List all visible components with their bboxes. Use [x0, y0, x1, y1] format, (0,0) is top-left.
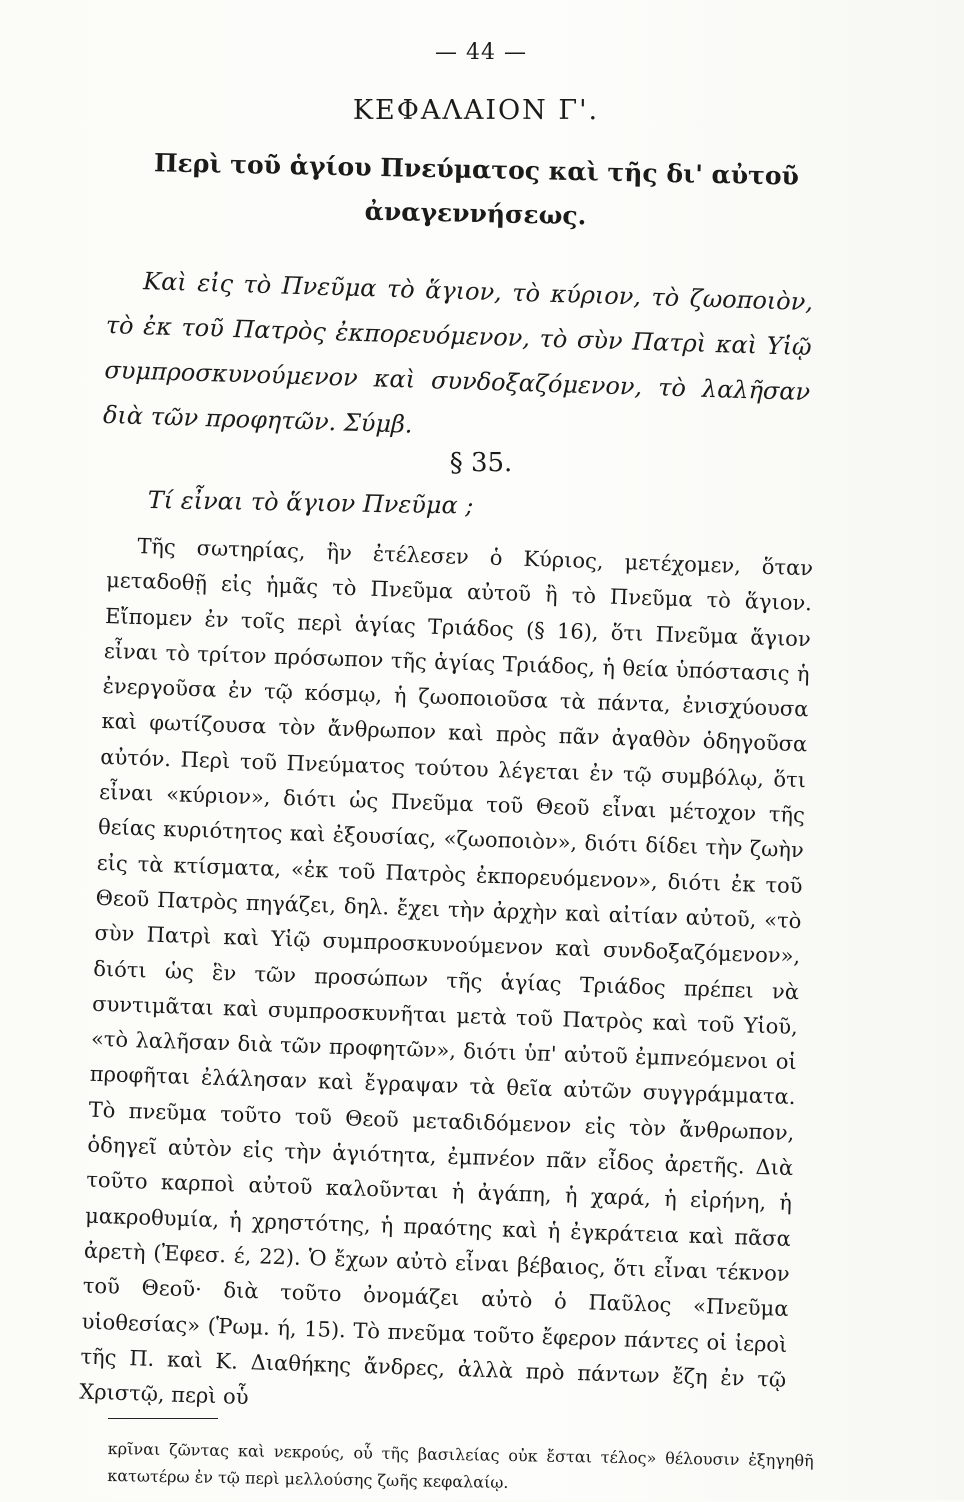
chapter-heading: ΚΕΦΑΛΑΙΟΝ Γ'.: [352, 95, 600, 126]
body-paragraph: Τῆς σωτηρίας, ἣν ἐτέλεσεν ὁ Κύριος, μετέχομεν, ὅταν μεταδοθῇ εἰς ἡμᾶς τὸ Πνεῦμα αὐτοῦ ἢ τὸ Πνεῦμα τὸ ἅγιον. Εἴπομεν ἐν τοῖς περὶ ἁγίας Τριάδος (§ 16), ὅτι Πνεῦμα ἅγιον εἶναι τὸ τρίτον πρόσωπον τῆς ἁγίας Τριάδος, ἡ θεία ὑπόστασις ἡ ἐνεργοῦσα ἐν τῷ κόσμῳ, ἡ ζωοποιοῦσα τὰ πάντα, ἐνισχύουσα καὶ φωτίζουσα τὸν ἄνθρωπον καὶ πρὸς πᾶν ἀγαθὸν ὁδηγοῦσα αὐτόν. Περὶ τοῦ Πνεύματος τούτου λέγεται ἐν τῷ συμβόλῳ, ὅτι εἶναι «κύριον», διότι ὡς Πνεῦμα τοῦ Θεοῦ εἶναι μέτοχον τῆς θείας κυριότητος καὶ ἐξουσίας, «ζωοποιὸν», διότι δίδει τὴν ζωὴν εἰς τὰ κτίσματα, «ἐκ τοῦ Πατρὸς ἐκπορευόμενον», διότι ἐκ τοῦ Θεοῦ Πατρὸς πηγάζει, δηλ. ἔχει τὴν ἀρχὴν καὶ αἰτίαν αὐτοῦ, «τὸ σὺν Πατρὶ καὶ Υἱῷ συμπροσκυνούμενον καὶ συνδοξαζόμενον», διότι ὡς ἓν τῶν προσώπων τῆς ἁγίας Τριάδος πρέπει νὰ συντιμᾶται καὶ συμπροσκυνῆται μετὰ τοῦ Πατρὸς καὶ τοῦ Υἱοῦ, «τὸ λαλῆσαν διὰ τῶν προφητῶν», διότι ὑπ' αὐτοῦ ἐμπνεόμενοι οἱ προφῆται ἐλάλησαν καὶ ἔγραψαν τὰ θεῖα αὐτῶν συγγράμματα. Τὸ πνεῦμα τοῦτο τοῦ Θεοῦ μεταδιδόμενον εἰς τὸν ἄνθρωπον, ὁδηγεῖ αὐτὸν εἰς τὴν ἁγιότητα, ἐμπνέον πᾶν εἶδος ἀρετῆς. Διὰ τοῦτο καρποὶ αὐτοῦ καλοῦνται ἡ ἀγάπη, ἡ χαρά, ἡ εἰρήνη, ἡ μακροθυμία, ἡ χρηστότης, ἡ πραότης καὶ ἡ ἐγκράτεια καὶ πᾶσα ἀρετὴ (Ἐφεσ. έ, 22). Ὁ ἔχων αὐτὸ εἶναι βέβαιος, ὅτι εἶναι τέκνον τοῦ Θεοῦ· διὰ τοῦτο ὀνομάζει αὐτὸ ὁ Παῦλος «Πνεῦμα υἱοθεσίας» (Ῥωμ. ή, 15). Τὸ πνεῦμα τοῦτο ἔφερον πάντες οἱ ἱεροὶ τῆς Π. καὶ Κ. Διαθήκης ἄνδρες, ἀλλὰ πρὸ πάντων ἔζη ἐν τῷ Χριστῷ, περὶ οὗ: [78, 533, 814, 1410]
footnote-rule: [108, 1418, 218, 1419]
chapter-subject: Περὶ τοῦ ἁγίου Πνεύματος καὶ τῆς δι' αὐτοῦ ἀναγεννήσεως.: [153, 148, 800, 231]
creed-quote: Καὶ εἰς τὸ Πνεῦμα τὸ ἅγιον, τὸ κύριον, τὸ ζωοποιὸν, τὸ ἐκ τοῦ Πατρὸς ἐκπορευόμενον, τὸ σὺν Πατρὶ καὶ Υἱῷ συμπροσκυνούμενον καὶ συνδοξαζόμενον, τὸ λαλῆσαν διὰ τῶν προφητῶν. Σύμβ.: [102, 267, 814, 439]
section-question: Τί εἶναι τὸ ἅγιον Πνεῦμα ;: [147, 486, 474, 520]
page-number: — 44 —: [435, 40, 527, 65]
footnote: κρῖναι ζῶντας καὶ νεκρούς, οὗ τῆς βασιλείας οὐκ ἔσται τέλος» θέλουσιν ἐξηγηθῆ κατωτέρω ἐν τῷ περὶ μελλούσης ζωῆς κεφαλαίῳ.: [107, 1439, 814, 1493]
section-number: § 35.: [449, 448, 513, 478]
